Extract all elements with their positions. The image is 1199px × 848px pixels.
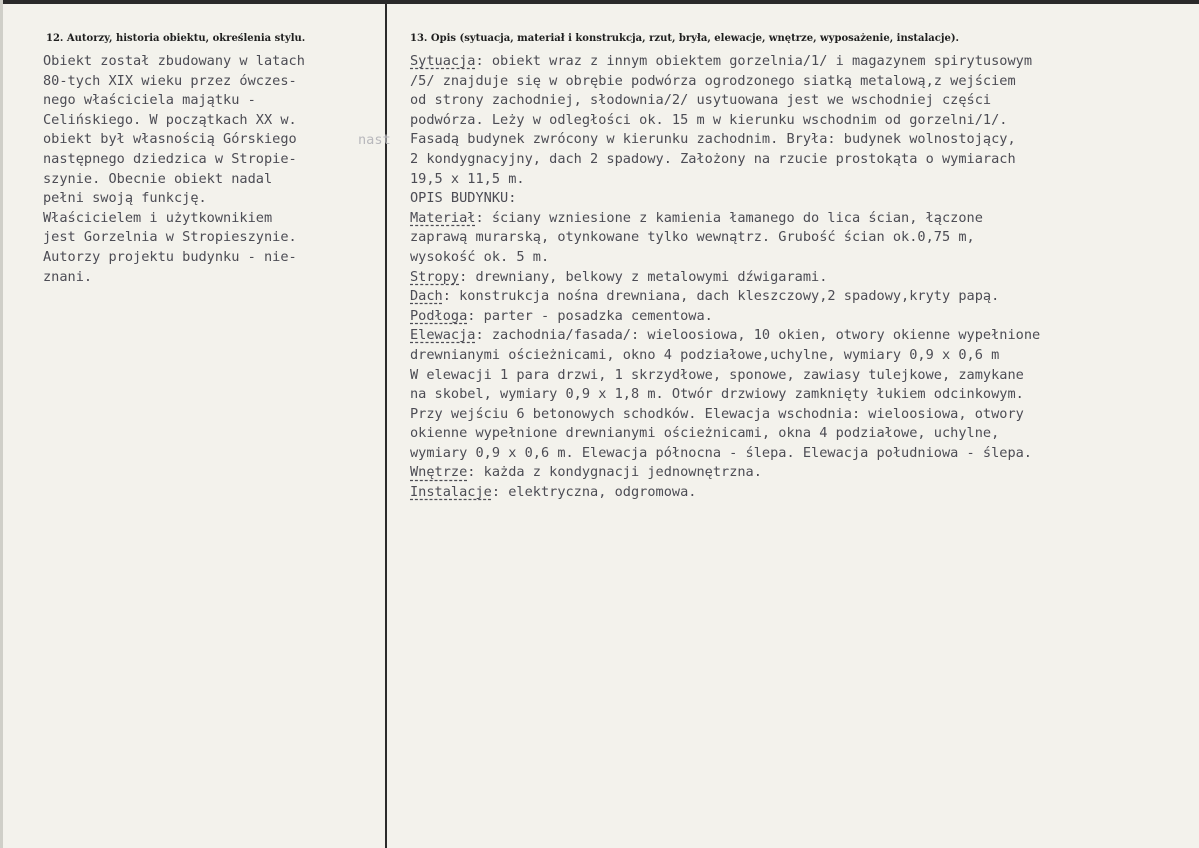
line-text: wysokość ok. 5 m. [410, 248, 550, 265]
line-text: : ściany wzniesione z kamienia łamanego do lica ścian, łączone [475, 209, 983, 226]
line-text: okienne wypełnione drewnianymi ościeżnicami, okna 4 podziałowe, uchylne, [410, 425, 1000, 442]
line-text: : konstrukcja nośna drewniana, dach kleszczowy,2 spadowy,kryty papą. [442, 288, 1000, 305]
description-line [410, 52, 1199, 72]
line-text: : elektryczna, odgromowa. [491, 484, 697, 501]
history-text [43, 52, 378, 287]
history-line: następnego dziedzica w Stropie- [43, 150, 297, 167]
description-line [410, 111, 1199, 131]
line-text: wymiary 0,9 x 0,6 m. Elewacja północna - ślepa. Elewacja południowa - ślepa. [410, 444, 1032, 461]
line-text: Przy wejściu 6 betonowych schodków. Elewacja wschodnia: wieloosiowa, otwory [410, 405, 1024, 422]
history-line: obiekt był własnością Górskiego [43, 131, 297, 148]
history-line: Autorzy projektu budynku - nie- [43, 248, 297, 265]
description-line [410, 248, 1199, 268]
line-text: W elewacji 1 para drzwi, 1 skrzydłowe, sponowe, zawiasy tulejkowe, zamykane [410, 366, 1024, 383]
line-text: /5/ znajduje się w obrębie podwórza ogrodzonego siatką metalową,z wejściem [410, 72, 1016, 89]
description-line [410, 170, 1199, 190]
history-line: Właścicielem i użytkownikiem [43, 209, 273, 226]
description-line [410, 268, 1199, 288]
history-line: pełni swoją funkcję. [43, 190, 207, 207]
description-line [410, 72, 1199, 92]
left-edge [0, 0, 3, 848]
line-text: 19,5 x 11,5 m. [410, 170, 525, 187]
description-line [410, 130, 1199, 150]
description-line [410, 385, 1199, 405]
description-line [410, 424, 1199, 444]
top-border [0, 0, 1199, 4]
line-text: od strony zachodniej, słodownia/2/ usytuowana jest we wschodniej części [410, 92, 992, 109]
history-line: nego właściciela majątku - [43, 92, 256, 109]
description-line [410, 326, 1199, 346]
line-text: : drewniany, belkowy z metalowymi dźwigarami. [459, 268, 828, 285]
line-text: : obiekt wraz z innym obiektem gorzelnia/1/ i magazynem spirytusowym [475, 53, 1033, 69]
line-text: podwórza. Leży w odległości ok. 15 m w kierunku wschodnim od gorzelni/1/. [410, 111, 1008, 128]
section-label: Instalacje [410, 484, 492, 501]
description-line [410, 209, 1199, 229]
overflow-text: nast [358, 132, 391, 148]
section-label: Wnętrze [410, 464, 468, 481]
description-line [410, 287, 1199, 307]
section-label: Podłoga [410, 307, 468, 324]
section-label: Stropy [410, 268, 460, 285]
line-text: : zachodnia/fasada/: wieloosiowa, 10 okien, otwory okienne wypełnione [475, 327, 1041, 344]
line-text: Fasadą budynek zwrócony w kierunku zachodnim. Bryła: budynek wolnostojący, [410, 131, 1016, 148]
column-divider [385, 0, 387, 848]
section-label: Elewacja [410, 327, 476, 344]
description-line [410, 150, 1199, 170]
line-text: na skobel, wymiary 0,9 x 1,8 m. Otwór drzwiowy zamknięty łukiem odcinkowym. [410, 386, 1024, 403]
description-line [410, 307, 1199, 327]
history-line: 80-tych XIX wieku przez ówczes- [43, 72, 297, 89]
description-line [410, 483, 1199, 503]
history-line: Obiekt został zbudowany w latach [43, 53, 305, 69]
description-line [410, 346, 1199, 366]
description-line [410, 366, 1199, 386]
line-text: : każda z kondygnacji jednownętrzna. [467, 464, 762, 481]
description-text [410, 52, 1199, 503]
description-line [410, 91, 1199, 111]
line-text: 2 kondygnacyjny, dach 2 spadowy. Założony na rzucie prostokąta o wymiarach [410, 150, 1016, 167]
description-line [410, 405, 1199, 425]
section-13-heading: 13. Opis (sytuacja, materiał i konstrukcja, rzut, bryła, elewacje, wnętrze, wyposażenie, instalacje). [410, 33, 960, 44]
line-text: : parter - posadzka cementowa. [467, 307, 713, 324]
description-line [410, 189, 1199, 209]
history-line: Celińskiego. W początkach XX w. [43, 111, 297, 128]
line-text: drewnianymi ościeżnicami, okno 4 podziałowe,uchylne, wymiary 0,9 x 0,6 m [410, 346, 1000, 363]
history-line: znani. [43, 268, 93, 285]
section-12-heading: 12. Autorzy, historia obiektu, określenia stylu. [46, 33, 306, 44]
section-label: Sytuacja [410, 53, 476, 69]
line-text: zaprawą murarską, otynkowane tylko wewnątrz. Grubość ścian ok.0,75 m, [410, 229, 975, 246]
description-line [410, 463, 1199, 483]
history-line: szynie. Obecnie obiekt nadal [43, 170, 273, 187]
section-label: Dach [410, 288, 443, 305]
description-line [410, 444, 1199, 464]
line-text: OPIS BUDYNKU: [410, 190, 517, 207]
description-line [410, 228, 1199, 248]
section-label: Materiał [410, 209, 476, 226]
history-line: jest Gorzelnia w Stropieszynie. [43, 229, 297, 246]
